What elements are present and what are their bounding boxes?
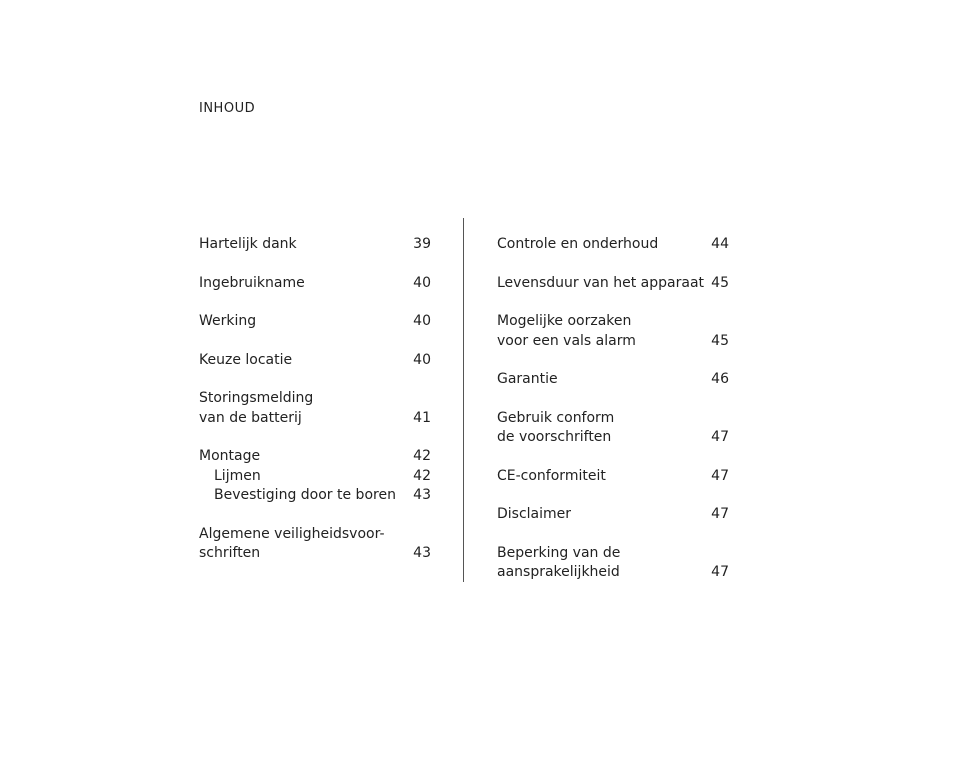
page-title: INHOUD (199, 101, 256, 116)
toc-entry-line (497, 544, 729, 564)
toc-page-number: 47 (711, 467, 729, 484)
toc-entry-title: CE-conformiteit (497, 467, 606, 484)
column-divider (463, 218, 464, 582)
toc-page-number: 45 (711, 274, 729, 291)
toc-entry[interactable] (497, 544, 729, 583)
toc-entry[interactable] (497, 505, 729, 525)
toc-entry[interactable] (497, 235, 729, 255)
toc-entry-line (497, 467, 729, 487)
toc-entry-line (199, 525, 431, 545)
toc-entry-line (497, 409, 729, 429)
toc-entry-title: Montage (199, 448, 261, 464)
toc-entry-line (199, 351, 431, 371)
toc-entry-title: de voorschriften (497, 429, 612, 445)
toc-entry-title: van de batterij (199, 409, 302, 426)
toc-entry[interactable] (497, 274, 729, 294)
toc-entry-title: Storingsmelding (199, 390, 314, 406)
toc-page-number: 40 (413, 274, 431, 291)
toc-page-number: 42 (413, 448, 431, 464)
toc-entry-title: Bevestiging door te boren (214, 487, 396, 503)
toc-entry[interactable] (199, 525, 431, 564)
toc-entry[interactable] (199, 447, 431, 506)
toc-page-number: 40 (413, 351, 431, 368)
toc-entry[interactable] (497, 370, 729, 390)
toc-entry[interactable] (497, 312, 729, 351)
toc-entry-line (199, 235, 431, 255)
toc-entry-line (497, 274, 729, 294)
toc-page-number: 41 (413, 409, 431, 426)
toc-entry-title: Werking (199, 313, 257, 329)
toc-entry-line (199, 544, 431, 564)
toc-entry[interactable] (497, 467, 729, 487)
toc-entry-line (497, 428, 729, 448)
toc-page-number: 39 (413, 236, 431, 252)
toc-subentry-line (199, 467, 431, 487)
toc-page-number: 44 (711, 236, 729, 252)
toc-page-number: 47 (711, 564, 729, 580)
toc-entry-title: Lijmen (214, 467, 261, 484)
toc-entry[interactable] (199, 235, 431, 255)
toc-entry-line (497, 370, 729, 390)
toc-page-number: 47 (711, 429, 729, 445)
toc-entry-line (497, 235, 729, 255)
toc-entry[interactable] (199, 389, 431, 428)
toc-entry-title: aansprakelijkheid (497, 564, 620, 580)
toc-entry-line (199, 312, 431, 332)
toc-page-number: 45 (711, 332, 729, 349)
toc-entry-line (497, 563, 729, 583)
toc-entry-title: Algemene veiligheidsvoor- (199, 525, 385, 542)
toc-entry-line (199, 274, 431, 294)
toc-entry[interactable] (199, 274, 431, 294)
toc-subentry-line (199, 486, 431, 506)
toc-page-number: 46 (711, 371, 729, 387)
toc-entry-title: Hartelijk dank (199, 236, 297, 252)
toc-entry-title: Beperking van de (497, 544, 621, 561)
toc-entry-title: Mogelijke oorzaken (497, 313, 632, 329)
toc-page-number: 42 (413, 467, 431, 484)
toc-column-right (497, 235, 729, 602)
toc-entry-line (497, 312, 729, 332)
toc-entry-title: Ingebruikname (199, 274, 305, 291)
toc-page-number: 47 (711, 506, 729, 522)
toc-entry-title: Levensduur van het apparaat (497, 274, 705, 291)
toc-page-number: 40 (413, 313, 431, 329)
toc-page-number: 43 (413, 545, 431, 561)
toc-entry-line (199, 409, 431, 429)
toc-entry-title: Controle en onderhoud (497, 236, 659, 252)
toc-entry-title: Disclaimer (497, 506, 572, 522)
toc-entry-line (497, 505, 729, 525)
toc-page-number: 43 (413, 487, 431, 503)
toc-entry-title: Garantie (497, 371, 558, 387)
toc-column-left (199, 235, 431, 583)
toc-entry-title: Keuze locatie (199, 351, 293, 368)
toc-entry[interactable] (199, 312, 431, 332)
toc-entry-title: voor een vals alarm (497, 332, 636, 349)
toc-entry-title: schriften (199, 545, 261, 561)
toc-entry[interactable] (497, 409, 729, 448)
toc-entry-line (497, 332, 729, 352)
toc-entry[interactable] (199, 351, 431, 371)
toc-entry-title: Gebruik conform (497, 409, 615, 426)
toc-entry-line (199, 389, 431, 409)
toc-entry-line (199, 447, 431, 467)
